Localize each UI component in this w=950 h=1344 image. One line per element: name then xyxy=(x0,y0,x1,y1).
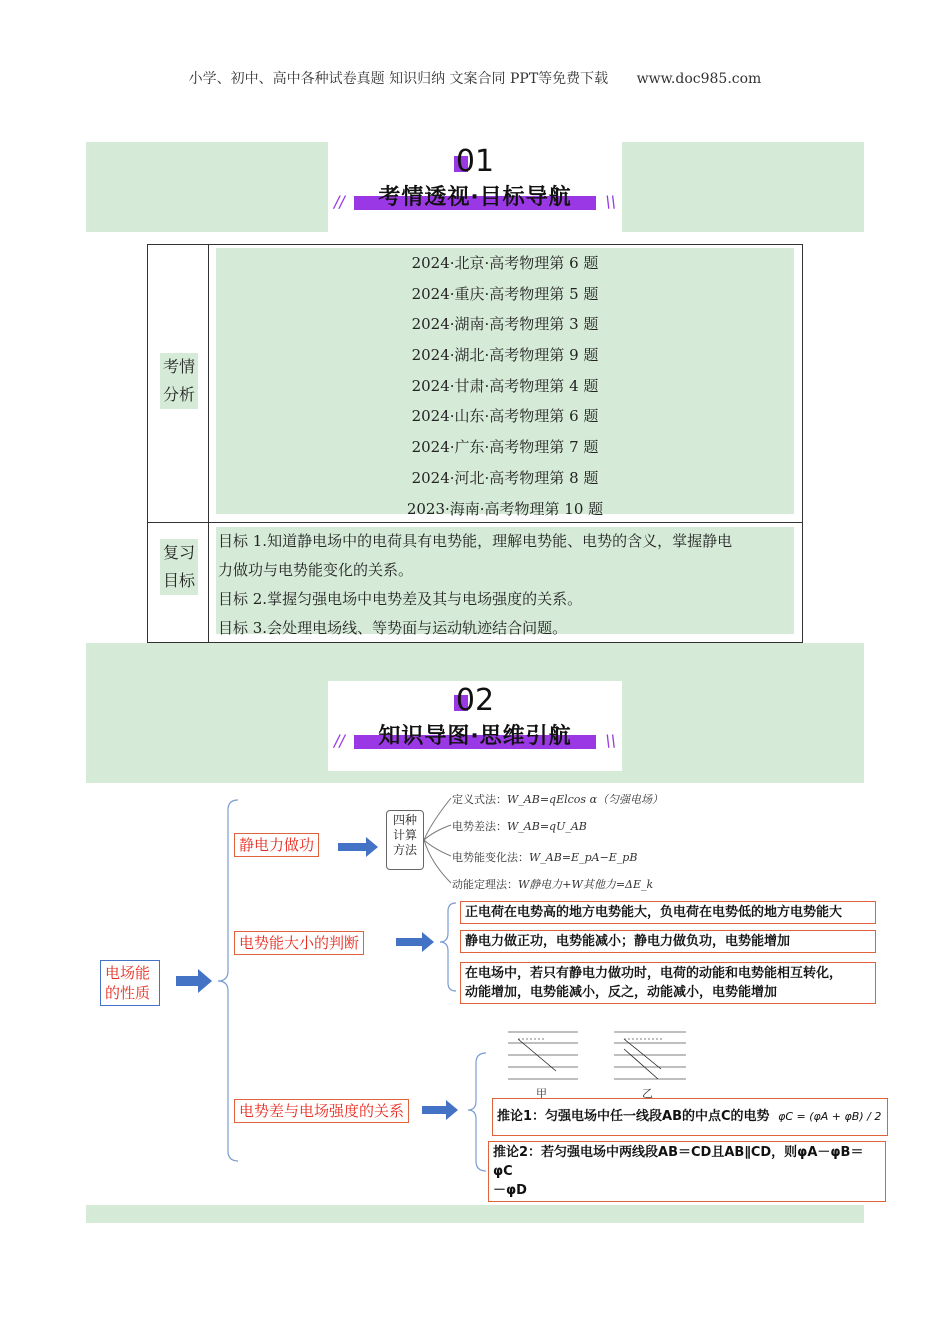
exam-item: 2024·河北·高考物理第 8 题 xyxy=(411,468,599,487)
branch-judge-node: 电势能大小的判断 xyxy=(234,931,364,955)
section2-number: 02 xyxy=(455,683,495,718)
judge-bracket xyxy=(440,903,456,991)
header-url[interactable]: www.doc985.com xyxy=(636,71,762,87)
review-goal-label: 复习 目标 xyxy=(160,539,198,595)
fan-line xyxy=(424,798,451,840)
fan-line xyxy=(424,840,451,883)
exam-item: 2024·北京·高考物理第 6 题 xyxy=(411,254,599,272)
exam-analysis-label: 考情 分析 xyxy=(160,353,198,409)
field-figure-left xyxy=(508,1032,578,1079)
formula-kinetic-theorem: 动能定理法：W静电力+W其他力=ΔE_k xyxy=(452,878,654,891)
field-figure-right xyxy=(614,1032,686,1079)
left-slash-icon: // xyxy=(334,192,345,211)
site-header xyxy=(0,68,950,88)
section1-title: 考情透视·目标导航 xyxy=(378,185,572,210)
left-slash-icon: // xyxy=(334,731,345,750)
judge-rule-3: 在电场中，若只有静电力做功时，电荷的动能和电势能相互转化， 动能增加，电势能减小，反之，动能减小，电势能增加 xyxy=(460,962,876,1004)
bottom-band xyxy=(86,1205,864,1223)
figure-label-right: 乙 xyxy=(642,1087,653,1100)
branch3-arrow-icon xyxy=(422,1100,458,1120)
exam-list xyxy=(216,248,794,518)
exam-item: 2024·甘肃·高考物理第 4 题 xyxy=(411,376,599,395)
root-node: 电场能的性质 xyxy=(100,960,160,1006)
exam-item: 2024·重庆·高考物理第 5 题 xyxy=(411,284,599,303)
judge-rule-1: 正电荷在电势高的地方电势能大，负电荷在电势低的地方电势能大 xyxy=(460,901,876,924)
exam-item: 2024·广东·高考物理第 7 题 xyxy=(411,438,599,457)
figure-label-left: 甲 xyxy=(536,1087,547,1100)
root-arrow-icon xyxy=(176,969,212,993)
section2-title: 知识导图·思维引航 xyxy=(378,724,572,749)
section2-banner xyxy=(328,681,622,771)
section1-number: 01 xyxy=(455,144,495,179)
goal-line: 目标 3.会处理电场线、等势面与运动轨迹结合问题。 xyxy=(218,619,568,637)
goal-line: 目标 2.掌握匀强电场中电势差及其与电场强度的关系。 xyxy=(218,590,583,608)
corollary-2: 推论2：若匀强电场中两线段AB＝CD且AB∥CD，则φA－φB＝φC －φD xyxy=(488,1141,886,1202)
table-divider-vertical xyxy=(208,245,209,642)
corollary-1: 推论1：匀强电场中任一线段AB的中点C的电势 φC = (φA + φB) / 2 xyxy=(492,1098,888,1136)
review-goals xyxy=(216,527,794,637)
goal-line: 目标 1.知道静电场中的电荷具有电势能，理解电势能、电势的含义，掌握静电 xyxy=(218,532,733,550)
formula-energy-change: 电势能变化法：W_AB=E_pA−E_pB xyxy=(452,851,638,864)
corollary-1-formula: φC = (φA + φB) / 2 xyxy=(778,1110,882,1123)
formula-definition: 定义式法：W_AB=qElcos α（匀强电场） xyxy=(452,793,663,806)
formula-potential-difference: 电势差法：W_AB=qU_AB xyxy=(452,820,587,833)
mind-map xyxy=(86,783,882,1205)
exam-item: 2024·湖北·高考物理第 9 题 xyxy=(411,346,599,365)
exam-item: 2024·山东·高考物理第 6 题 xyxy=(411,407,599,426)
section1-banner xyxy=(328,142,622,232)
exam-item: 2024·湖南·高考物理第 3 题 xyxy=(411,315,599,334)
fan-line xyxy=(424,840,451,856)
goal-line: 力做功与电势能变化的关系。 xyxy=(218,561,414,579)
judge-rule-2: 静电力做正功，电势能减小；静电力做负功，电势能增加 xyxy=(460,930,876,953)
branch-work-node: 静电力做功 xyxy=(234,833,319,857)
corollary-bracket xyxy=(468,1053,486,1171)
right-slash-icon: \\ xyxy=(605,731,616,750)
header-text: 小学、初中、高中各种试卷真题 知识归纳 文案合同 PPT等免费下载 xyxy=(188,71,609,87)
exam-item: 2023·海南·高考物理第 10 题 xyxy=(406,499,604,518)
exam-info-table xyxy=(147,244,803,643)
branch-relation-node: 电势差与电场强度的关系 xyxy=(234,1099,409,1123)
branch1-arrow-icon xyxy=(338,837,378,857)
branch2-arrow-icon xyxy=(396,932,434,952)
right-slash-icon: \\ xyxy=(605,192,616,211)
calc-methods-node: 四种 计算 方法 xyxy=(386,810,424,870)
